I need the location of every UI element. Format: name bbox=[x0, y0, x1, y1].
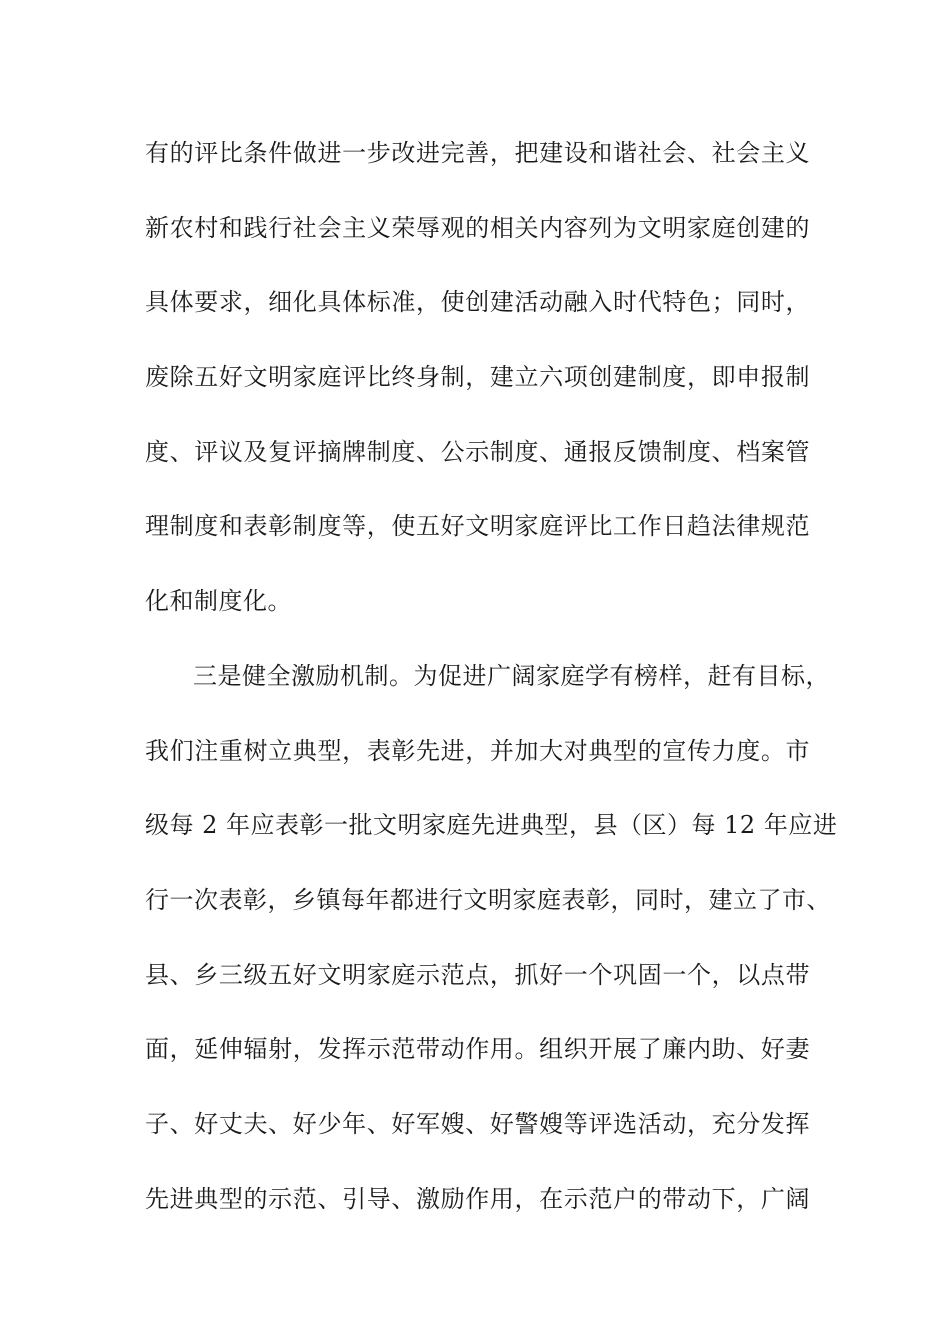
body-text bbox=[145, 128, 838, 1248]
text-line: 理制度和表彰制度等，使五好文明家庭评比工作日趋法律规范 bbox=[145, 512, 810, 541]
paragraph-first-line: 三是健全激励机制。为促进广阔家庭学有榜样，赶有目标， bbox=[193, 661, 830, 690]
text-line: 级每 2 年应表彰一批文明家庭先进典型，县（区）每 12 年应进 bbox=[145, 811, 838, 840]
text-line: 面，延伸辐射，发挥示范带动作用。组织开展了廉内助、好妻 bbox=[145, 1035, 810, 1064]
text-line: 废除五好文明家庭评比终身制，建立六项创建制度，即申报制 bbox=[145, 363, 810, 392]
text-line: 行一次表彰，乡镇每年都进行文明家庭表彰，同时，建立了市、 bbox=[145, 885, 831, 914]
text-line: 度、评议及复评摘牌制度、公示制度、通报反馈制度、档案管 bbox=[145, 437, 810, 466]
text-line: 新农村和践行社会主义荣辱观的相关内容列为文明家庭创建的 bbox=[145, 213, 810, 242]
text-line: 具体要求，细化具体标准，使创建活动融入时代特色；同时， bbox=[145, 288, 810, 317]
text-line: 有的评比条件做进一步改进完善，把建设和谐社会、社会主义 bbox=[145, 139, 810, 167]
text-line: 先进典型的示范、引导、激励作用，在示范户的带动下，广阔 bbox=[145, 1184, 810, 1213]
text-line: 县、乡三级五好文明家庭示范点，抓好一个巩固一个，以点带 bbox=[145, 960, 810, 989]
text-line: 我们注重树立典型，表彰先进，并加大对典型的宣传力度。市 bbox=[145, 736, 810, 765]
paragraph-end-line: 化和制度化。 bbox=[145, 587, 292, 616]
text-line: 子、好丈夫、好少年、好军嫂、好警嫂等评选活动，充分发挥 bbox=[145, 1109, 810, 1138]
